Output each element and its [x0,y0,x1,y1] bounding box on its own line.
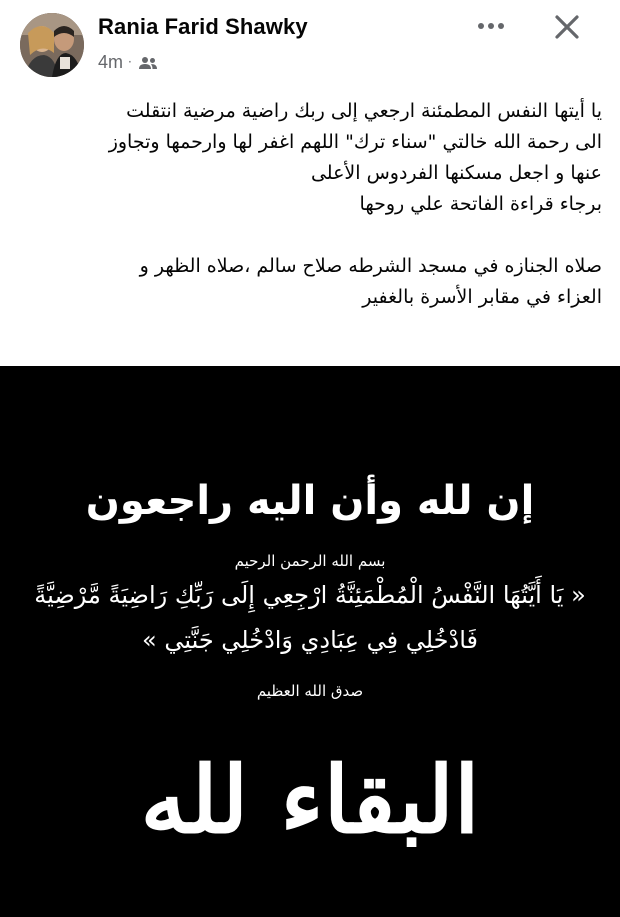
friends-icon[interactable] [138,55,158,69]
post-text-line: الى رحمة الله خالتي "سناء ترك" اللهم اغفر لها وارحمها وتجاوز [108,131,602,153]
author-name[interactable]: Rania Farid Shawky [98,14,308,39]
post-body [22,96,602,313]
post-header [0,0,620,90]
post-image[interactable] [0,366,620,917]
post-meta [98,50,158,74]
post-text-line: صلاه الجنازه في مسجد الشرطه صلاح سالم ،صلاه الظهر و [139,255,602,277]
close-icon [554,14,580,40]
image-sadaq: صدق الله العظيم [256,682,364,700]
post-text-line: برجاء قراءة الفاتحة علي روحها [359,193,602,215]
image-heading: إن لله وأن اليه راجعون [85,478,535,524]
author-avatar[interactable] [20,13,84,77]
meta-separator: · [128,55,132,69]
image-baqa: البقاء لله [140,746,480,854]
image-bismillah: بسم الله الرحمن الرحيم [234,552,386,570]
post-text-line: العزاء في مقابر الأسرة بالغفير [362,286,602,308]
close-button[interactable] [550,10,584,44]
image-verse-line-2: فَادْخُلِي فِي عِبَادِي وَادْخُلِي جَنَّتِي » [142,626,478,654]
more-horizontal-icon [477,22,505,30]
post-text-line: يا أيتها النفس المطمئنة ارجعي إلى ربك راضية مرضية انتقلت [126,100,602,122]
paragraph-gap [22,220,602,251]
post-time[interactable]: 4m [98,51,124,72]
post-text-line: عنها و اجعل مسكنها الفردوس الأعلى [310,162,602,184]
image-verse-line-1: « يَا أَيَّتُهَا النَّفْسُ الْمُطْمَئِنَّةُ ارْجِعِي إِلَى رَبِّكِ رَاضِيَةً مَّرْضِيَّةً [34,581,586,609]
avatar-photo [20,13,84,77]
more-options-button[interactable] [474,16,508,36]
